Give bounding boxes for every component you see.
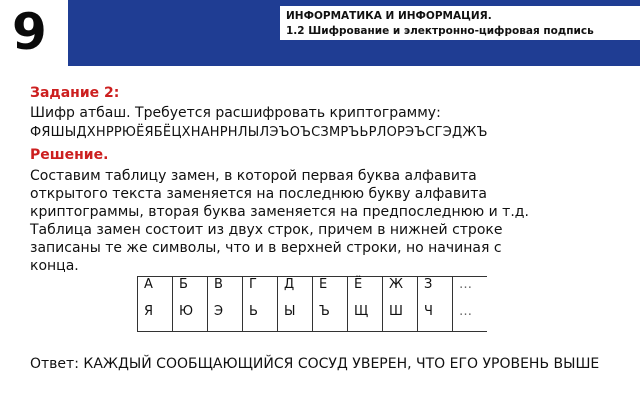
table-cell: … <box>453 304 488 331</box>
table-cell: Ы <box>278 304 313 331</box>
header-band <box>68 0 640 66</box>
table-cell: Ш <box>383 304 418 331</box>
header-subtitle: 1.2 Шифрование и электронно-цифровая подпись <box>286 25 594 37</box>
table-cell: Ъ <box>313 304 348 331</box>
solution-line: Составим таблицу замен, в которой первая буква алфавита <box>30 168 477 184</box>
solution-line: Таблица замен состоит из двух строк, причем в нижней строке <box>30 222 503 238</box>
table-cell: Ь <box>243 304 278 331</box>
solution-line: записаны те же символы, что и в верхней строки, но начиная с <box>30 240 502 256</box>
table-cell: В <box>208 277 243 304</box>
table-row-cipher <box>138 304 488 331</box>
solution-label: Решение. <box>30 147 109 163</box>
table-cell: Г <box>243 277 278 304</box>
table-cell: Б <box>173 277 208 304</box>
slide-content <box>30 83 630 275</box>
slide-number-badge <box>0 0 70 66</box>
solution-line: криптограммы, вторая буква заменяется на предпоследнюю и т.д. <box>30 204 529 220</box>
table-cell: З <box>418 277 453 304</box>
table-cell: Щ <box>348 304 383 331</box>
table-cell: Ю <box>173 304 208 331</box>
solution-text <box>30 167 590 275</box>
solution-line: открытого текста заменяется на последнюю букву алфавита <box>30 186 487 202</box>
table-cell: Е <box>313 277 348 304</box>
table-cell: А <box>138 277 173 304</box>
header-title: ИНФОРМАТИКА И ИНФОРМАЦИЯ. <box>286 10 492 22</box>
table-cell: Ж <box>383 277 418 304</box>
substitution-table <box>137 276 487 332</box>
answer <box>30 355 610 373</box>
header-title-box <box>280 6 640 40</box>
table-cell: Ч <box>418 304 453 331</box>
task-label: Задание 2: <box>30 85 120 101</box>
cryptogram: ФЯШЫДХНРРЮЁЯБЁЦХНАНРНЛЫЛЭЪОЪСЗМРЪЬРЛОРЭЪСГЭДЖЪ <box>30 125 488 140</box>
table-cell: Д <box>278 277 313 304</box>
table-cell: Э <box>208 304 243 331</box>
table-cell: … <box>453 277 488 304</box>
answer-label: Ответ: <box>30 356 84 372</box>
slide-number: 9 <box>12 3 47 61</box>
answer-text: КАЖДЫЙ СООБЩАЮЩИЙСЯ СОСУД УВЕРЕН, ЧТО ЕГО УРОВЕНЬ ВЫШЕ <box>83 356 600 372</box>
task-statement: Шифр атбаш. Требуется расшифровать криптограмму: <box>30 105 441 121</box>
solution-line: конца. <box>30 258 79 274</box>
table-row-plain <box>138 277 488 304</box>
table-cell: Ё <box>348 277 383 304</box>
table-cell: Я <box>138 304 173 331</box>
